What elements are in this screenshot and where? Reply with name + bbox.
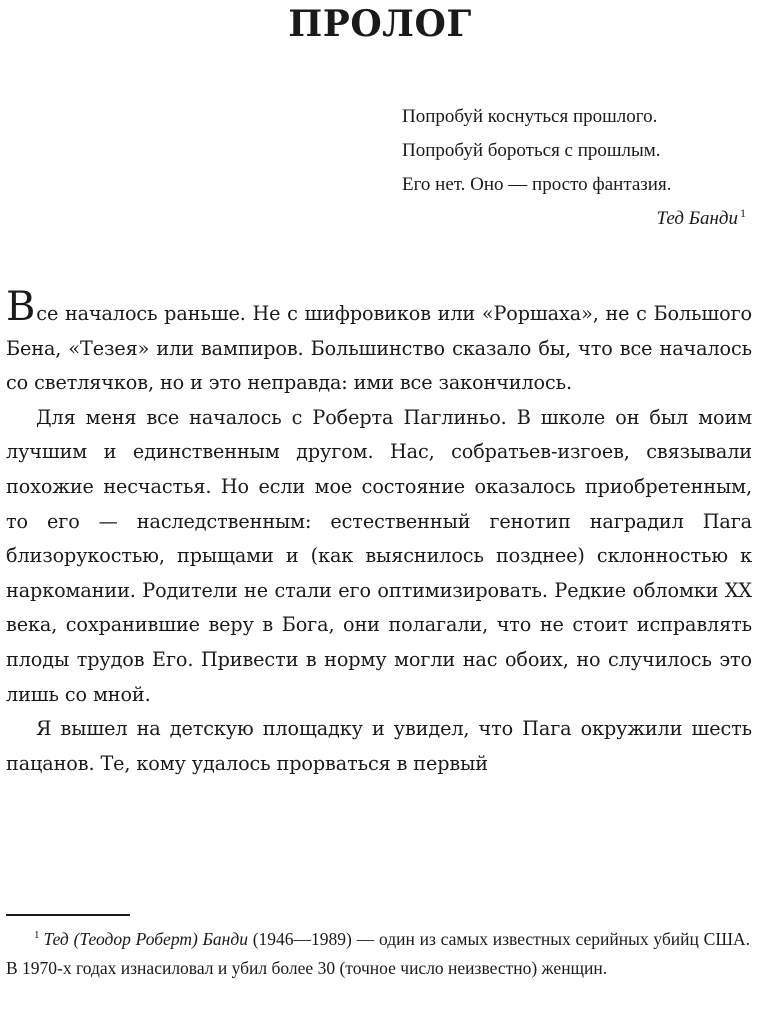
epigraph [330,100,750,236]
footnote-number: 1 [34,929,40,942]
footnote [6,925,750,983]
epigraph-line: Его нет. Оно — просто фантазия. [402,174,672,195]
epigraph-author-name: Тед Банди [656,208,738,229]
epigraph-line: Попробуй бороться с прошлым. [402,140,661,161]
epigraph-line: Попробуй коснуться прошлого. [402,106,658,127]
footnote-divider [6,914,130,916]
paragraph-text: се началось раньше. Не с шифровиков или «Роршаха», не с Большого Бена, «Тезея» или вампиров. Большинство сказало бы, что все началось со светлячков, но и это неправда: ими все закончилось. [6,302,752,395]
body-text [6,284,752,781]
page-title: ПРОЛОГ [288,3,472,45]
footnote-name: Тед (Теодор Роберт) Банди [43,929,248,949]
paragraph: Я вышел на детскую площадку и увидел, что Пага окружили шесть пацанов. Те, кому удалось прорваться в первый [6,717,752,775]
footnote-reference[interactable]: 1 [740,205,746,220]
drop-cap: В [6,284,36,330]
paragraph: Для меня все началось с Роберта Паглиньо. В школе он был моим лучшим и единственным другом. Нас, собратьев-изгоев, связывали похожие несчастья. Но если мое состояние оказалось приобретенным, то его — наследственным: естественный генотип наградил Пага близорукостью, прыщами и (как выяснилось позднее) склонностью к наркомании. Родители не стали его оптимизировать. Редкие обломки XX века, сохранившие веру в Бога, они полагали, что не стоит исправлять плоды трудов Его. Привести в норму могли нас обоих, но случилось это лишь со мной. [6,405,752,706]
epigraph-author [330,202,750,236]
footnote-text: (1946—1989) — один из самых известных серийных убийц США. В 1970-х годах изнасиловал и убил более 30 (точное число неизвестно) женщин. [6,929,750,978]
paragraph [6,284,752,401]
